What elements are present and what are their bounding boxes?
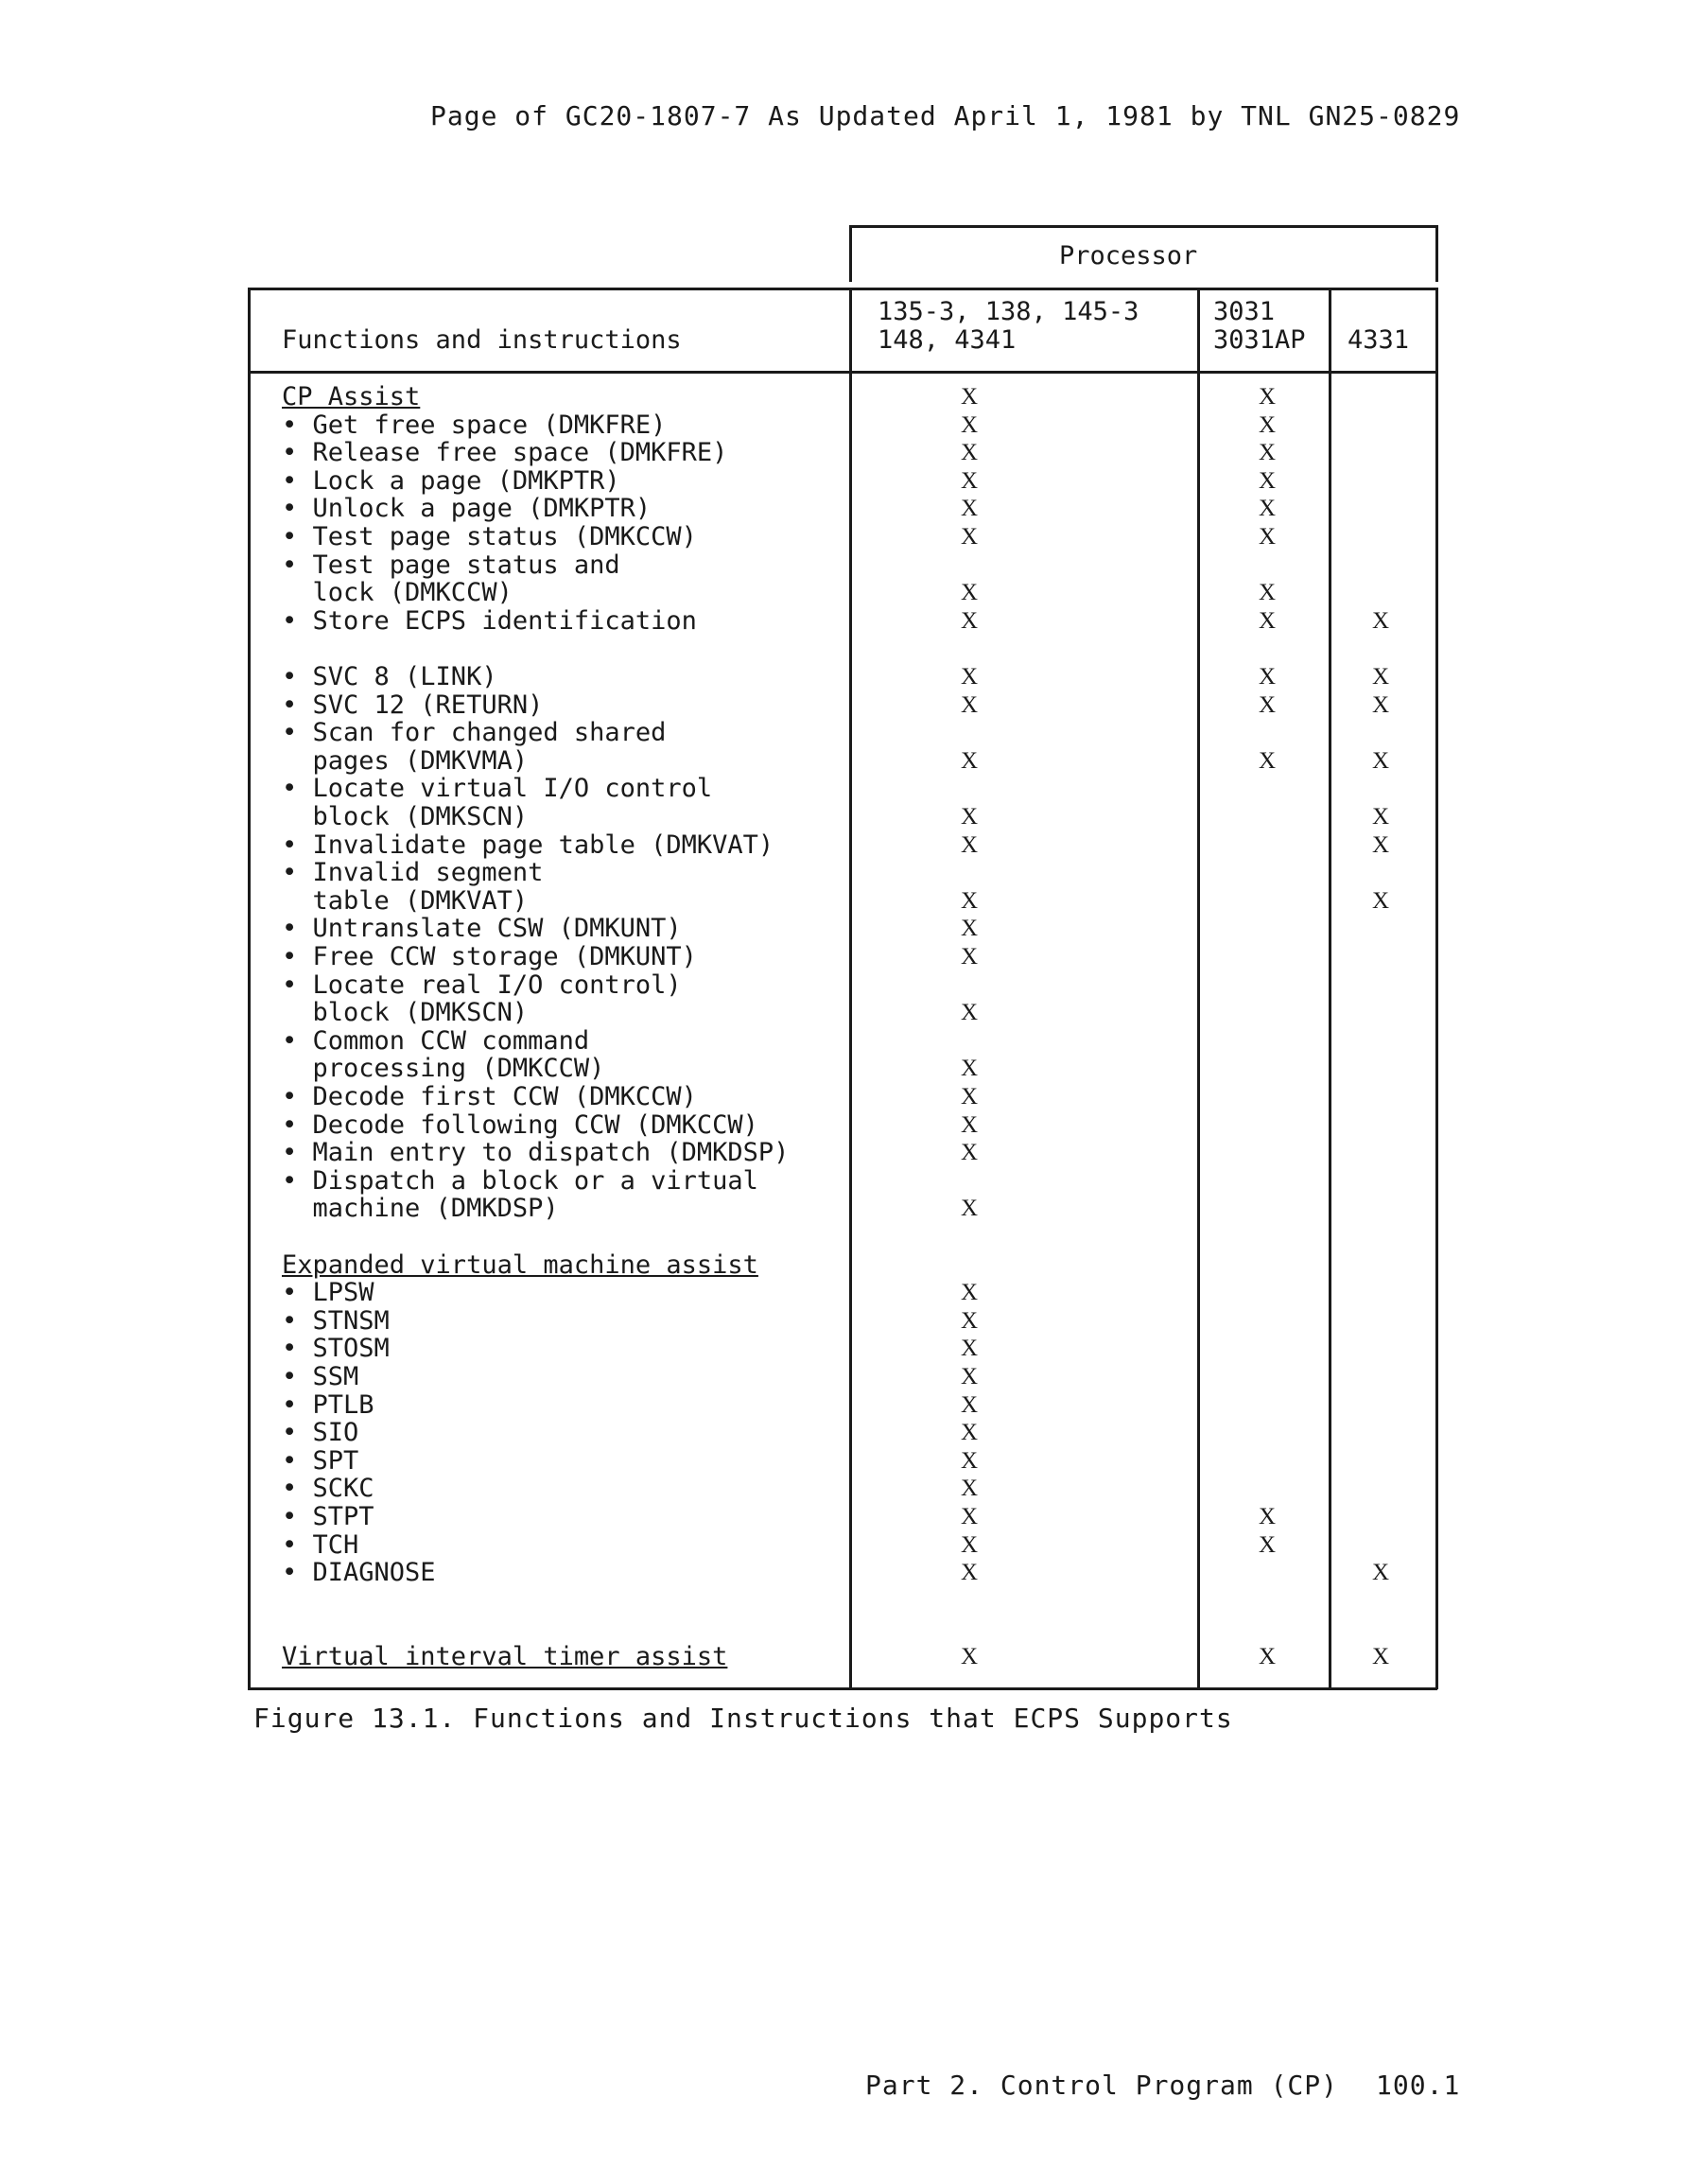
table-header-divider — [248, 371, 1437, 374]
function-row-label: • Locate virtual I/O control — [282, 774, 713, 804]
page-header: Page of GC20-1807-7 As Updated April 1, 1981 by TNL GN25-0829 — [430, 100, 1461, 131]
support-mark-c1: X — [960, 747, 979, 774]
support-mark-c2: X — [1258, 411, 1277, 438]
section-heading: Expanded virtual machine assist — [282, 1249, 758, 1280]
support-mark-c1: X — [960, 607, 979, 634]
support-mark-c3: X — [1371, 1560, 1390, 1586]
function-row-label: • Test page status (DMKCCW) — [282, 522, 697, 551]
support-mark-c2: X — [1258, 496, 1277, 522]
support-mark-c2: X — [1258, 440, 1277, 466]
support-mark-c1: X — [960, 467, 979, 494]
support-mark-c2: X — [1258, 384, 1277, 410]
function-row-label: • STPT — [282, 1502, 374, 1531]
support-mark-c1: X — [960, 1447, 979, 1474]
support-mark-c1: X — [960, 1000, 979, 1026]
support-mark-c1: X — [960, 1084, 979, 1109]
support-mark-c2: X — [1258, 607, 1277, 634]
function-row-label: • Decode following CCW (DMKCCW) — [282, 1109, 758, 1140]
function-row-label: • PTLB — [282, 1389, 374, 1420]
support-mark-c1: X — [960, 1476, 979, 1502]
table-right-border — [1435, 288, 1438, 1689]
support-mark-c2: X — [1258, 524, 1277, 550]
function-row-label: • Test page status and — [282, 550, 620, 580]
support-mark-c3: X — [1371, 887, 1390, 914]
support-mark-c1: X — [960, 691, 979, 718]
support-mark-c1: X — [960, 664, 979, 690]
function-row-label: • Unlock a page (DMKPTR) — [282, 494, 652, 524]
col2-header-line1: 3031 — [1213, 297, 1276, 326]
support-mark-c1: X — [960, 1140, 979, 1166]
function-row-label: • Common CCW command — [282, 1025, 590, 1056]
function-row-label: • TCH — [282, 1529, 359, 1560]
function-row-label: • Invalid segment — [282, 858, 544, 888]
support-mark-c1: X — [960, 524, 979, 550]
table-bottom-border — [248, 1687, 1437, 1690]
function-row-label: • DIAGNOSE — [282, 1558, 436, 1588]
function-row-label: • SVC 12 (RETURN) — [282, 690, 544, 720]
support-mark-c1: X — [960, 411, 979, 438]
support-mark-c2: X — [1258, 747, 1277, 774]
support-mark-c1: X — [960, 887, 979, 914]
support-mark-c1: X — [960, 1391, 979, 1418]
function-row-label: • Untranslate CSW (DMKUNT) — [282, 914, 682, 944]
support-mark-c1: X — [960, 1364, 979, 1389]
support-mark-c1: X — [960, 1196, 979, 1222]
support-mark-c3: X — [1371, 831, 1390, 858]
support-mark-c1: X — [960, 1307, 979, 1334]
function-row-label: • SSM — [282, 1362, 359, 1391]
support-mark-c2: X — [1258, 691, 1277, 718]
column-divider-1 — [849, 288, 852, 1689]
function-row-label: table (DMKVAT) — [282, 885, 529, 916]
support-mark-c1: X — [960, 804, 979, 830]
col2-header-line2: 3031AP — [1213, 325, 1306, 355]
function-row-label: • Invalidate page table (DMKVAT) — [282, 830, 774, 860]
function-row-label: • Locate real I/O control) — [282, 970, 682, 1000]
function-row-label: processing (DMKCCW) — [282, 1054, 605, 1084]
support-mark-c2: X — [1258, 580, 1277, 606]
support-mark-c1: X — [960, 1504, 979, 1529]
support-mark-c1: X — [960, 1420, 979, 1446]
support-mark-c1: X — [960, 440, 979, 466]
section-heading: CP Assist — [282, 382, 421, 411]
support-mark-c3: X — [1371, 691, 1390, 718]
function-row-label: block (DMKSCN) — [282, 998, 529, 1028]
processor-box-left — [849, 225, 852, 282]
function-row-label: • Release free space (DMKFRE) — [282, 438, 728, 468]
support-mark-c3: X — [1371, 804, 1390, 830]
processor-box-top — [849, 225, 1437, 228]
function-row-label: • Store ECPS identification — [282, 605, 697, 636]
function-row-label: block (DMKSCN) — [282, 802, 529, 831]
table-top-border — [248, 288, 1437, 290]
figure-caption: Figure 13.1. Functions and Instructions that ECPS Supports — [253, 1703, 1233, 1734]
function-row-label: • Dispatch a block or a virtual — [282, 1165, 758, 1196]
section-heading: Virtual interval timer assist — [282, 1642, 728, 1671]
col1-header-line2: 148, 4341 — [878, 325, 1017, 355]
function-row-label: • LPSW — [282, 1278, 374, 1308]
support-mark-c2: X — [1258, 664, 1277, 690]
function-row-label: • Main entry to dispatch (DMKDSP) — [282, 1138, 790, 1168]
functions-header: Functions and instructions — [282, 325, 682, 355]
support-mark-c3: X — [1371, 1644, 1390, 1669]
support-mark-c1: X — [960, 831, 979, 858]
table-left-border — [248, 288, 251, 1689]
col1-header-line1: 135-3, 138, 145-3 — [878, 297, 1139, 326]
function-row-label: • Get free space (DMKFRE) — [282, 410, 667, 440]
support-mark-c1: X — [960, 580, 979, 606]
function-row-label: • SCKC — [282, 1474, 374, 1504]
support-mark-c1: X — [960, 1111, 979, 1138]
support-mark-c2: X — [1258, 1504, 1277, 1529]
support-mark-c1: X — [960, 496, 979, 522]
function-row-label: • SPT — [282, 1445, 359, 1476]
page-number: 100.1 — [1376, 2070, 1461, 2101]
processor-label: Processor — [1059, 241, 1198, 271]
function-row-label: • STOSM — [282, 1334, 390, 1364]
function-row-label: • STNSM — [282, 1305, 390, 1336]
support-mark-c2: X — [1258, 1644, 1277, 1669]
col3-header: 4331 — [1348, 325, 1410, 355]
function-row-label: • SIO — [282, 1418, 359, 1448]
support-mark-c1: X — [960, 1280, 979, 1306]
support-mark-c1: X — [960, 916, 979, 942]
function-row-label: • Scan for changed shared — [282, 718, 667, 748]
support-mark-c3: X — [1371, 747, 1390, 774]
support-mark-c3: X — [1371, 607, 1390, 634]
support-mark-c1: X — [960, 1336, 979, 1362]
processor-box-right — [1435, 225, 1438, 282]
column-divider-3 — [1329, 288, 1331, 1689]
page-footer — [865, 2070, 1460, 2101]
support-mark-c3: X — [1371, 664, 1390, 690]
function-row-label: • Decode first CCW (DMKCCW) — [282, 1082, 697, 1111]
function-row-label: • SVC 8 (LINK) — [282, 662, 497, 691]
column-divider-2 — [1197, 288, 1200, 1689]
support-mark-c1: X — [960, 1560, 979, 1586]
function-row-label: lock (DMKCCW) — [282, 578, 513, 608]
function-row-label: pages (DMKVMA) — [282, 745, 529, 776]
function-row-label: • Lock a page (DMKPTR) — [282, 465, 620, 496]
support-mark-c2: X — [1258, 1531, 1277, 1558]
function-row-label: • Free CCW storage (DMKUNT) — [282, 942, 697, 971]
support-mark-c2: X — [1258, 467, 1277, 494]
footer-text: Part 2. Control Program (CP) — [865, 2070, 1339, 2101]
function-row-label: machine (DMKDSP) — [282, 1194, 559, 1224]
support-mark-c1: X — [960, 1644, 979, 1669]
support-mark-c1: X — [960, 1531, 979, 1558]
support-mark-c1: X — [960, 1056, 979, 1082]
support-mark-c1: X — [960, 944, 979, 970]
support-mark-c1: X — [960, 384, 979, 410]
